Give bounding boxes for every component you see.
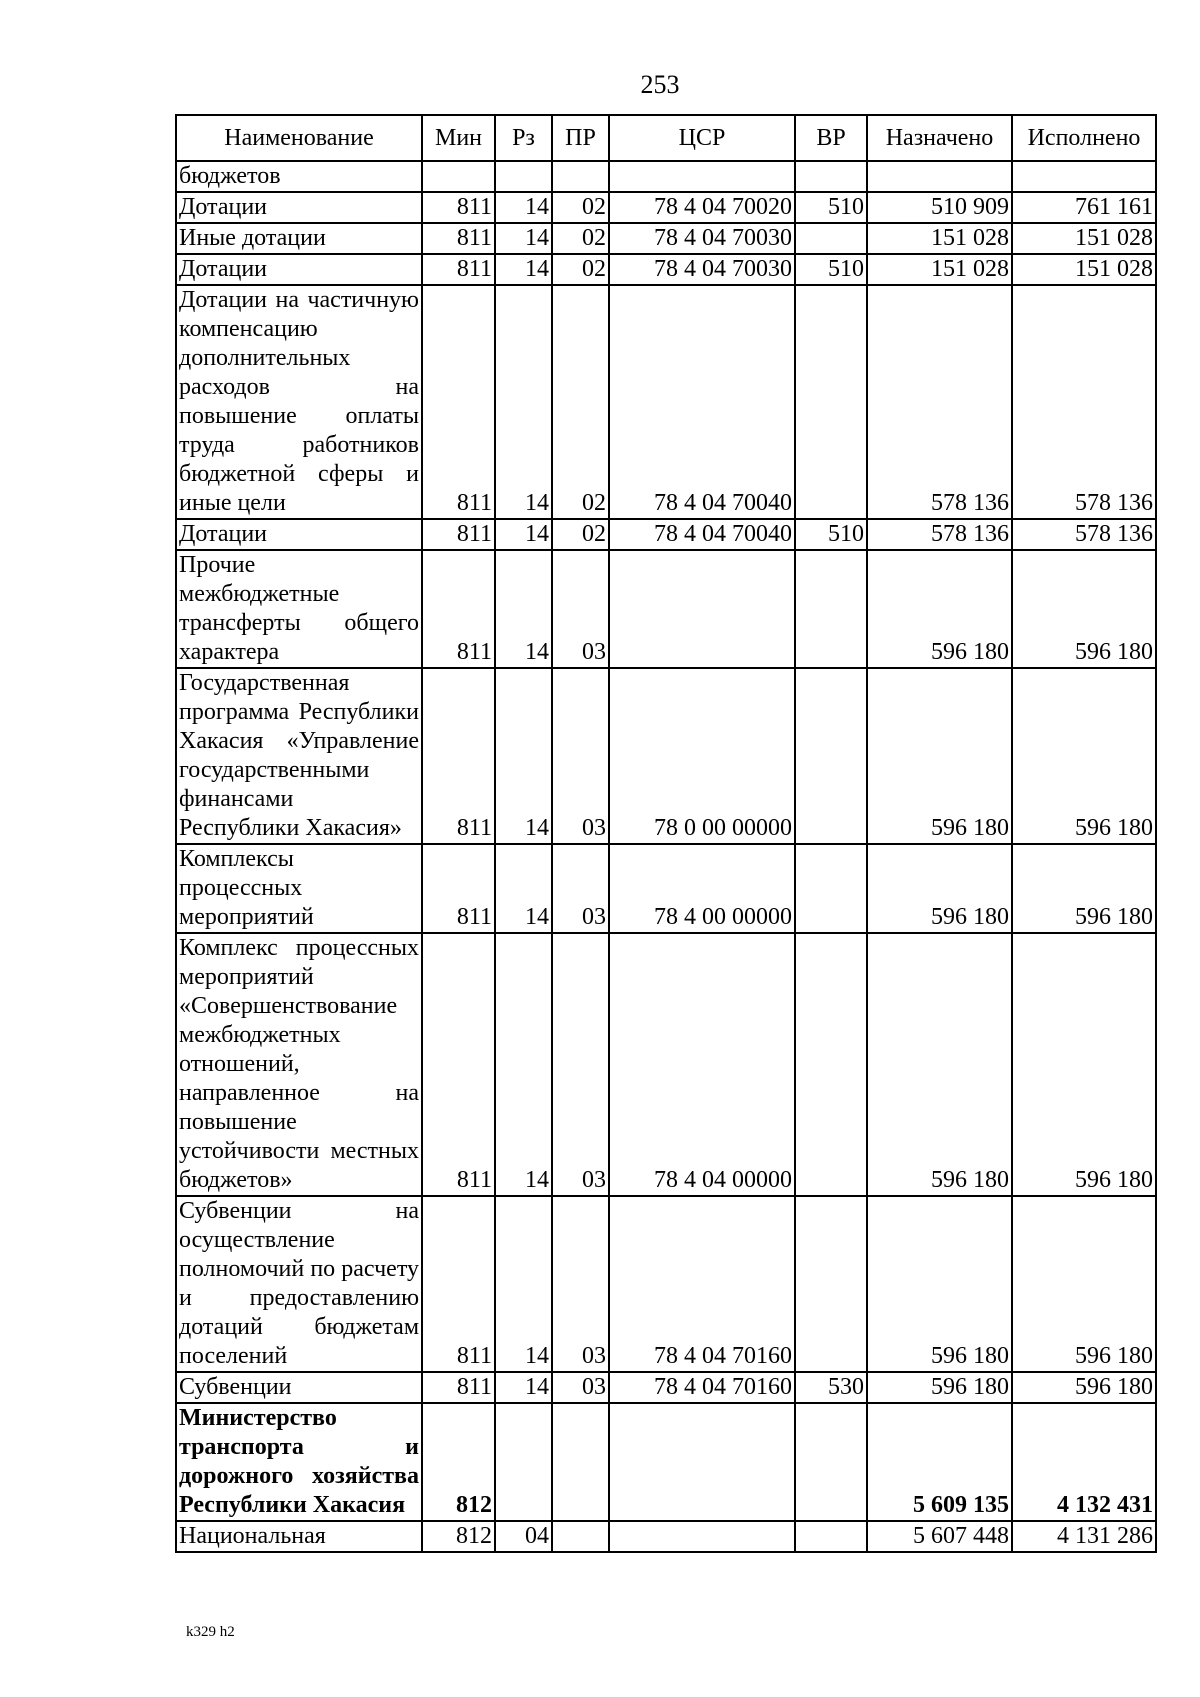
cell-rz: 14 <box>495 1196 552 1372</box>
cell-min: 811 <box>422 192 495 223</box>
cell-csr <box>609 161 795 192</box>
cell-min: 811 <box>422 1372 495 1403</box>
cell-executed: 761 161 <box>1012 192 1156 223</box>
table-row <box>176 550 1156 668</box>
cell-pr: 02 <box>552 285 609 519</box>
cell-vr <box>795 1521 867 1552</box>
table-row <box>176 519 1156 550</box>
header-csr: ЦСР <box>609 115 795 161</box>
cell-vr <box>795 1196 867 1372</box>
table-header-row <box>176 115 1156 161</box>
cell-min: 811 <box>422 550 495 668</box>
cell-executed: 596 180 <box>1012 1372 1156 1403</box>
cell-executed: 578 136 <box>1012 519 1156 550</box>
cell-csr: 78 4 04 70020 <box>609 192 795 223</box>
cell-pr: 03 <box>552 1196 609 1372</box>
cell-assigned: 578 136 <box>867 285 1012 519</box>
cell-min: 811 <box>422 668 495 844</box>
cell-name: Дотации <box>176 254 422 285</box>
cell-vr: 510 <box>795 254 867 285</box>
table-row <box>176 161 1156 192</box>
cell-csr: 78 4 04 00000 <box>609 933 795 1196</box>
header-executed: Исполнено <box>1012 115 1156 161</box>
table-row <box>176 668 1156 844</box>
cell-assigned: 596 180 <box>867 933 1012 1196</box>
cell-pr: 03 <box>552 1372 609 1403</box>
cell-pr: 02 <box>552 223 609 254</box>
cell-pr: 03 <box>552 844 609 933</box>
cell-rz: 14 <box>495 192 552 223</box>
cell-rz: 14 <box>495 550 552 668</box>
cell-name: Субвенции <box>176 1372 422 1403</box>
cell-assigned <box>867 161 1012 192</box>
cell-min: 812 <box>422 1403 495 1521</box>
cell-name: Комплекс процессных мероприятий «Совершенствование межбюджетных отношений, направленное на повышение устойчивости местных бюджетов» <box>176 933 422 1196</box>
table-row <box>176 192 1156 223</box>
table-row <box>176 844 1156 933</box>
cell-assigned: 151 028 <box>867 254 1012 285</box>
cell-executed: 4 131 286 <box>1012 1521 1156 1552</box>
cell-rz: 14 <box>495 519 552 550</box>
table-row <box>176 1372 1156 1403</box>
cell-pr: 02 <box>552 519 609 550</box>
cell-vr <box>795 223 867 254</box>
header-pr: ПР <box>552 115 609 161</box>
budget-table <box>175 114 1157 1553</box>
cell-min: 811 <box>422 1196 495 1372</box>
cell-csr: 78 4 04 70040 <box>609 285 795 519</box>
cell-csr: 78 0 00 00000 <box>609 668 795 844</box>
cell-assigned: 596 180 <box>867 550 1012 668</box>
cell-vr <box>795 161 867 192</box>
cell-csr: 78 4 04 70160 <box>609 1372 795 1403</box>
cell-executed: 4 132 431 <box>1012 1403 1156 1521</box>
cell-assigned: 510 909 <box>867 192 1012 223</box>
cell-executed: 578 136 <box>1012 285 1156 519</box>
cell-name: Министерство транспорта и дорожного хозяйства Республики Хакасия <box>176 1403 422 1521</box>
cell-min: 811 <box>422 254 495 285</box>
cell-name: Дотации <box>176 519 422 550</box>
cell-executed: 596 180 <box>1012 933 1156 1196</box>
cell-pr: 03 <box>552 668 609 844</box>
cell-vr: 510 <box>795 519 867 550</box>
cell-pr: 02 <box>552 254 609 285</box>
cell-csr <box>609 550 795 668</box>
cell-name: Прочие межбюджетные трансферты общего характера <box>176 550 422 668</box>
cell-csr <box>609 1521 795 1552</box>
header-rz: Рз <box>495 115 552 161</box>
cell-rz <box>495 1403 552 1521</box>
cell-name: Национальная <box>176 1521 422 1552</box>
table-row <box>176 1196 1156 1372</box>
cell-rz: 14 <box>495 1372 552 1403</box>
table-row <box>176 223 1156 254</box>
cell-min: 811 <box>422 519 495 550</box>
cell-executed: 151 028 <box>1012 254 1156 285</box>
header-assigned: Назначено <box>867 115 1012 161</box>
cell-assigned: 578 136 <box>867 519 1012 550</box>
cell-assigned: 5 607 448 <box>867 1521 1012 1552</box>
cell-vr <box>795 550 867 668</box>
cell-pr <box>552 1521 609 1552</box>
cell-rz: 14 <box>495 254 552 285</box>
cell-vr <box>795 933 867 1196</box>
cell-min <box>422 161 495 192</box>
header-vr: ВР <box>795 115 867 161</box>
cell-pr <box>552 161 609 192</box>
cell-rz: 14 <box>495 668 552 844</box>
cell-csr: 78 4 04 70040 <box>609 519 795 550</box>
cell-assigned: 596 180 <box>867 1372 1012 1403</box>
table-row <box>176 933 1156 1196</box>
cell-name: бюджетов <box>176 161 422 192</box>
header-min: Мин <box>422 115 495 161</box>
cell-executed: 596 180 <box>1012 668 1156 844</box>
cell-name: Комплексы процессных мероприятий <box>176 844 422 933</box>
cell-assigned: 5 609 135 <box>867 1403 1012 1521</box>
table-row <box>176 254 1156 285</box>
cell-executed <box>1012 161 1156 192</box>
cell-csr: 78 4 04 70030 <box>609 254 795 285</box>
cell-min: 811 <box>422 223 495 254</box>
cell-assigned: 151 028 <box>867 223 1012 254</box>
page-number: 253 <box>640 70 680 99</box>
cell-name: Дотации <box>176 192 422 223</box>
cell-executed: 596 180 <box>1012 844 1156 933</box>
cell-vr <box>795 1403 867 1521</box>
cell-name: Дотации на частичную компенсацию дополнительных расходов на повышение оплаты труда работников бюджетной сферы и иные цели <box>176 285 422 519</box>
cell-pr: 03 <box>552 933 609 1196</box>
cell-min: 812 <box>422 1521 495 1552</box>
cell-min: 811 <box>422 844 495 933</box>
cell-assigned: 596 180 <box>867 1196 1012 1372</box>
table-row <box>176 1403 1156 1521</box>
cell-vr: 530 <box>795 1372 867 1403</box>
footer-code: k329 h2 <box>186 1624 235 1640</box>
cell-rz: 14 <box>495 285 552 519</box>
cell-executed: 596 180 <box>1012 1196 1156 1372</box>
cell-name: Иные дотации <box>176 223 422 254</box>
cell-rz: 14 <box>495 844 552 933</box>
cell-csr: 78 4 04 70030 <box>609 223 795 254</box>
cell-assigned: 596 180 <box>867 844 1012 933</box>
cell-rz: 14 <box>495 933 552 1196</box>
cell-rz <box>495 161 552 192</box>
cell-min: 811 <box>422 933 495 1196</box>
cell-executed: 596 180 <box>1012 550 1156 668</box>
cell-rz: 14 <box>495 223 552 254</box>
cell-vr <box>795 844 867 933</box>
cell-vr <box>795 668 867 844</box>
cell-rz: 04 <box>495 1521 552 1552</box>
table-row <box>176 1521 1156 1552</box>
cell-csr <box>609 1403 795 1521</box>
cell-vr <box>795 285 867 519</box>
cell-executed: 151 028 <box>1012 223 1156 254</box>
header-name: Наименование <box>176 115 422 161</box>
table-row <box>176 285 1156 519</box>
cell-csr: 78 4 04 70160 <box>609 1196 795 1372</box>
cell-assigned: 596 180 <box>867 668 1012 844</box>
cell-pr: 02 <box>552 192 609 223</box>
cell-min: 811 <box>422 285 495 519</box>
cell-pr <box>552 1403 609 1521</box>
cell-name: Субвенции на осуществление полномочий по расчету и предоставлению дотаций бюджетам поселений <box>176 1196 422 1372</box>
cell-name: Государственная программа Республики Хакасия «Управление государственными финансами Республики Хакасия» <box>176 668 422 844</box>
cell-vr: 510 <box>795 192 867 223</box>
cell-pr: 03 <box>552 550 609 668</box>
cell-csr: 78 4 00 00000 <box>609 844 795 933</box>
